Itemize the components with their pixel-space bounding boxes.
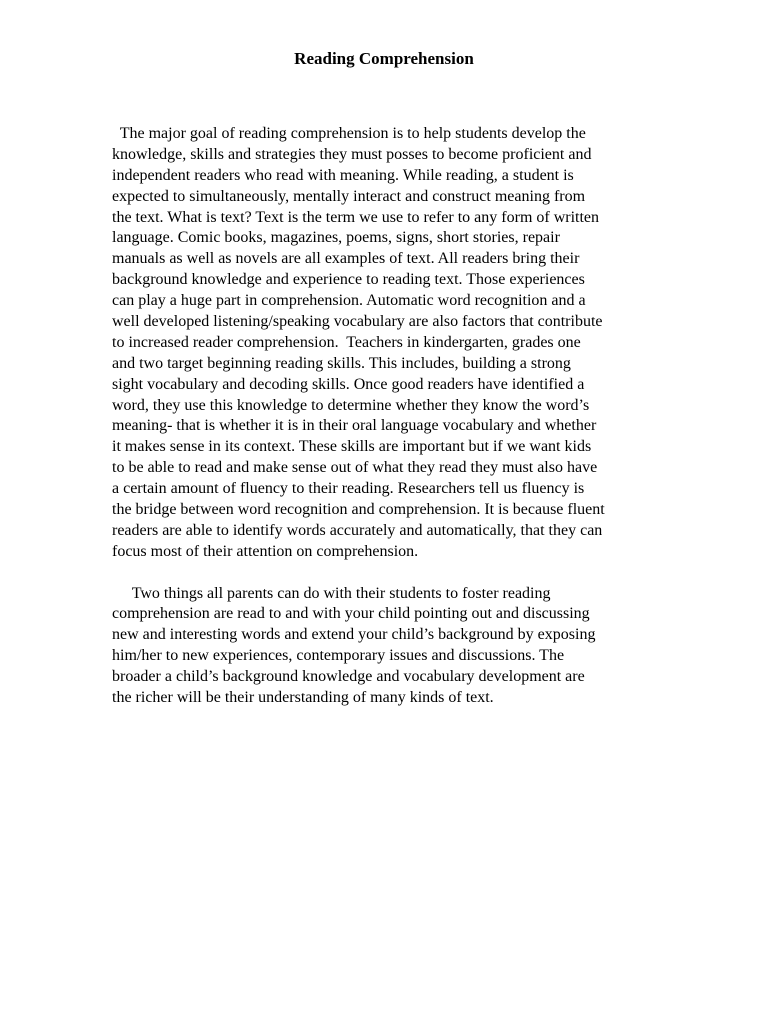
paragraph-line: language. Comic books, magazines, poems, signs, short stories, repair [112, 229, 560, 247]
paragraph-line: background knowledge and experience to reading text. Those experiences [112, 271, 585, 289]
paragraph-line: a certain amount of fluency to their reading. Researchers tell us fluency is [112, 480, 585, 498]
paragraph-line: can play a huge part in comprehension. Automatic word recognition and a [112, 292, 586, 310]
paragraph-2 [112, 584, 662, 709]
paragraph-line: sight vocabulary and decoding skills. Once good readers have identified a [112, 375, 585, 393]
paragraph-line: the text. What is text? Text is the term we use to refer to any form of written [112, 208, 600, 226]
paragraph-line: expected to simultaneously, mentally interact and construct meaning from [112, 187, 586, 205]
paragraph-gap [112, 563, 662, 584]
document-body [112, 124, 662, 709]
paragraph-line: to increased reader comprehension. Teachers in kindergarten, grades one [112, 333, 581, 351]
paragraph-line: meaning- that is whether it is in their oral language vocabulary and whether [112, 417, 597, 435]
paragraph-line: The major goal of reading comprehension is to help students develop the [112, 125, 586, 142]
paragraph-line: independent readers who read with meaning. While reading, a student is [112, 166, 574, 184]
paragraph-line: focus most of their attention on comprehension. [112, 542, 419, 560]
paragraph-line: readers are able to identify words accurately and automatically, that they can [112, 521, 603, 539]
paragraph-line: to be able to read and make sense out of what they read they must also have [112, 459, 598, 477]
paragraph-line: the richer will be their understanding of many kinds of text. [112, 689, 494, 707]
paragraph-line: well developed listening/speaking vocabulary are also factors that contribute [112, 313, 603, 331]
paragraph-line: Two things all parents can do with their students to foster reading [112, 584, 551, 602]
paragraph-line: him/her to new experiences, contemporary issues and discussions. The [112, 647, 565, 665]
document-title: Reading Comprehension [294, 49, 474, 68]
paragraph-line: the bridge between word recognition and comprehension. It is because fluent [112, 501, 605, 519]
paragraph-line: comprehension are read to and with your child pointing out and discussing [112, 605, 590, 623]
paragraph-1 [112, 124, 662, 563]
paragraph-line: manuals as well as novels are all examples of text. All readers bring their [112, 250, 580, 268]
paragraph-line: it makes sense in its context. These skills are important but if we want kids [112, 438, 592, 456]
paragraph-line: new and interesting words and extend your child’s background by exposing [112, 626, 596, 644]
paragraph-line: knowledge, skills and strategies they must posses to become proficient and [112, 145, 592, 163]
paragraph-line: word, they use this knowledge to determine whether they know the word’s [112, 396, 590, 414]
paragraph-line: broader a child’s background knowledge and vocabulary development are [112, 668, 585, 686]
paragraph-line: and two target beginning reading skills. This includes, building a strong [112, 354, 571, 372]
